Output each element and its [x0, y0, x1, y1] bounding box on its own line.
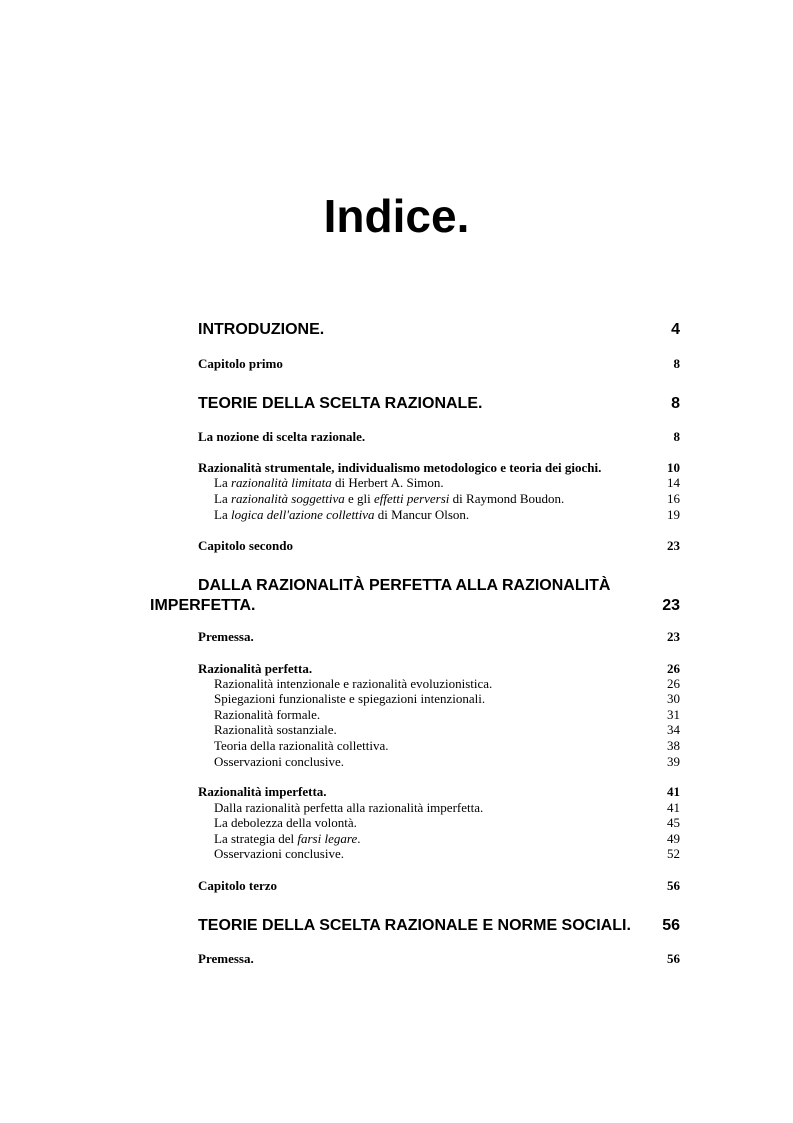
toc-subsection[interactable] [214, 846, 680, 862]
toc-entry-page: 31 [667, 707, 680, 722]
toc-entry-title: Osservazioni conclusive. [214, 754, 344, 769]
toc-entry-page: 41 [667, 784, 680, 799]
toc-entry-title: Capitolo primo [198, 356, 283, 371]
toc-part-3[interactable] [198, 916, 680, 936]
toc-entry-page: 8 [673, 356, 680, 371]
toc-entry-introduction[interactable] [198, 320, 680, 340]
toc-entry-title: Spiegazioni funzionaliste e spiegazioni intenzionali. [214, 691, 486, 706]
page-title: Indice. [323, 190, 470, 242]
toc-entry-title: La logica dell'azione collettiva di Mancur Olson. [214, 507, 470, 522]
toc-entry-title: Osservazioni conclusive. [214, 846, 344, 861]
toc-subsection[interactable] [214, 815, 680, 831]
toc-subsection[interactable] [214, 707, 680, 723]
toc-entry-title-line-1: DALLA RAZIONALITÀ PERFETTA ALLA RAZIONALITÀ [198, 577, 611, 594]
toc-entry-title: Premessa. [198, 951, 254, 966]
toc-entry-title: Dalla razionalità perfetta alla razionalità imperfetta. [214, 800, 484, 815]
toc-entry-page: 49 [667, 831, 680, 846]
toc-entry-page: 26 [667, 676, 680, 691]
toc-subsection[interactable] [214, 691, 680, 707]
toc-entry-title: La razionalità limitata di Herbert A. Simon. [214, 475, 444, 490]
toc-entry-page: 45 [667, 815, 680, 830]
toc-entry-page: 8 [673, 429, 680, 444]
toc-section[interactable] [198, 629, 680, 645]
toc-entry-title: TEORIE DELLA SCELTA RAZIONALE E NORME SOCIALI. [198, 917, 631, 934]
toc-chapter-3[interactable] [198, 878, 680, 894]
toc-entry-page: 56 [667, 951, 680, 966]
toc-entry-page: 23 [667, 538, 680, 553]
toc-entry-title: Razionalità imperfetta. [198, 784, 327, 799]
toc-entry-page: 41 [667, 800, 680, 815]
toc-entry-title: TEORIE DELLA SCELTA RAZIONALE. [198, 395, 483, 412]
toc-entry-title: La strategia del farsi legare. [214, 831, 361, 846]
toc-entry-page: 38 [667, 738, 680, 753]
toc-entry-page: 34 [667, 722, 680, 737]
toc-entry-page: 26 [667, 661, 680, 676]
toc-entry-page: 39 [667, 754, 680, 769]
toc-entry-title: La nozione di scelta razionale. [198, 429, 366, 444]
toc-part-2[interactable] [150, 576, 680, 616]
toc-section[interactable] [198, 951, 680, 967]
toc-entry-title-line-2: IMPERFETTA. [150, 597, 256, 614]
toc-entry-title: Capitolo terzo [198, 878, 278, 893]
toc-entry-page: 56 [667, 878, 680, 893]
toc-subsection[interactable] [214, 738, 680, 754]
toc-subsection[interactable] [214, 722, 680, 738]
toc-entry-title: La debolezza della volontà. [214, 815, 357, 830]
toc-subsection[interactable] [214, 507, 680, 523]
toc-part-1[interactable] [198, 394, 680, 414]
toc-entry-title: Capitolo secondo [198, 538, 293, 553]
toc-subsection[interactable] [214, 754, 680, 770]
toc-subsection[interactable] [214, 475, 680, 491]
toc-entry-title: Razionalità sostanziale. [214, 722, 337, 737]
toc-section[interactable] [198, 784, 680, 800]
toc-entry-page: 16 [667, 491, 680, 506]
toc-subsection[interactable] [214, 491, 680, 507]
toc-entry-page: 10 [667, 460, 680, 475]
toc-section[interactable] [198, 429, 680, 445]
toc-entry-title: La razionalità soggettiva e gli effetti perversi di Raymond Boudon. [214, 491, 565, 506]
toc-entry-page: 56 [662, 917, 680, 934]
toc-entry-page: 23 [662, 597, 680, 614]
toc-chapter-2[interactable] [198, 538, 680, 554]
toc-section[interactable] [198, 460, 680, 476]
toc-entry-title: INTRODUZIONE. [198, 321, 325, 338]
toc-entry-title: Razionalità intenzionale e razionalità evoluzionistica. [214, 676, 493, 691]
toc-subsection[interactable] [214, 676, 680, 692]
toc-entry-title: Razionalità strumentale, individualismo metodologico e teoria dei giochi. [198, 460, 602, 475]
toc-entry-title: Razionalità perfetta. [198, 661, 313, 676]
toc-chapter-1[interactable] [198, 356, 680, 372]
toc-subsection[interactable] [214, 800, 680, 816]
toc-entry-page: 19 [667, 507, 680, 522]
toc-subsection[interactable] [214, 831, 680, 847]
toc-section[interactable] [198, 661, 680, 677]
toc-entry-page: 8 [671, 395, 680, 412]
toc-entry-page: 23 [667, 629, 680, 644]
toc-entry-title: Premessa. [198, 629, 254, 644]
toc-entry-title: Razionalità formale. [214, 707, 321, 722]
toc-entry-page: 4 [671, 321, 680, 338]
toc-entry-title: Teoria della razionalità collettiva. [214, 738, 389, 753]
toc-entry-page: 30 [667, 691, 680, 706]
toc-entry-page: 52 [667, 846, 680, 861]
toc-entry-page: 14 [667, 475, 680, 490]
